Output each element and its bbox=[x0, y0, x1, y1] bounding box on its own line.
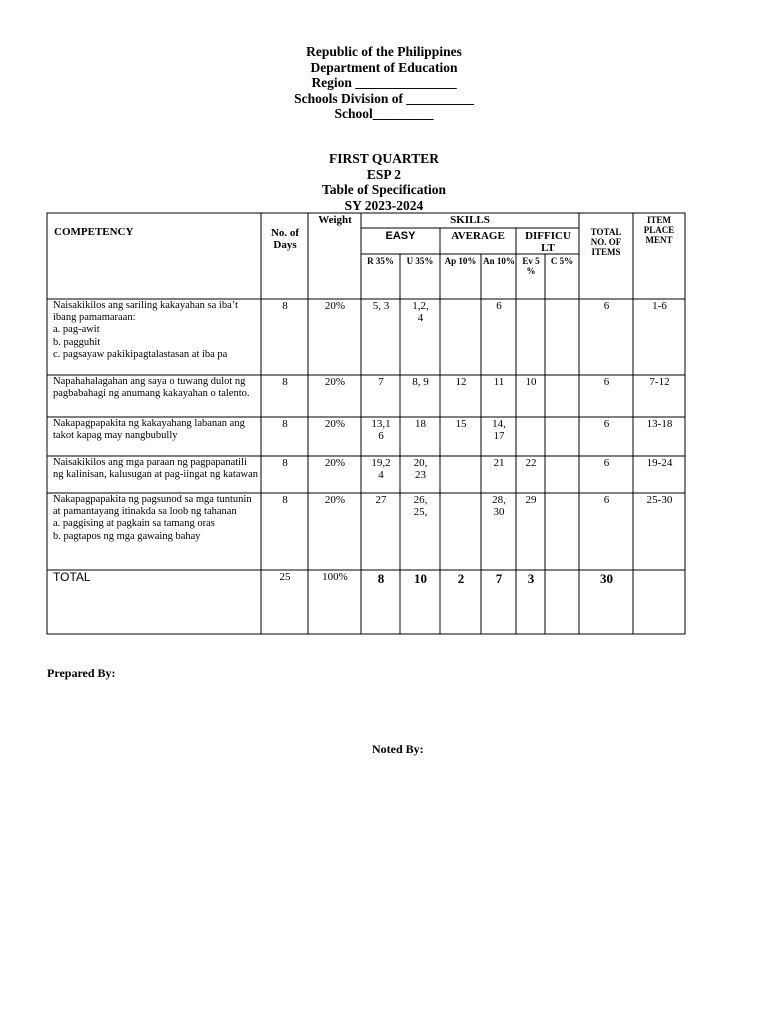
cell-days: 8 bbox=[282, 418, 288, 430]
cell-r: 5, 3 bbox=[372, 300, 390, 312]
cell-placement: 13-18 bbox=[646, 418, 673, 430]
cell-days: 8 bbox=[282, 376, 288, 388]
title-subject: ESP 2 bbox=[366, 166, 402, 182]
noted-by-label: Noted By: bbox=[372, 742, 424, 756]
cell-placement: 7-12 bbox=[649, 376, 670, 388]
total-cell-total: 30 bbox=[600, 571, 613, 586]
cell-ap: 15 bbox=[455, 418, 467, 430]
header-region: Region _______________ bbox=[311, 75, 457, 90]
cell-an: 11 bbox=[493, 376, 505, 388]
days-header: No. of Days bbox=[270, 227, 300, 251]
cell-competency: Napahahalagahan ang saya o tuwang dulot ng pagbabahagi ng anumang kakayahan o talento. bbox=[53, 376, 250, 400]
cell-ev: 22 bbox=[525, 457, 537, 469]
title-doc: Table of Specification bbox=[321, 182, 446, 197]
cell-u: 26, 25, bbox=[413, 494, 428, 518]
cell-u: 8, 9 bbox=[412, 376, 429, 388]
prepared-by-label: Prepared By: bbox=[47, 666, 116, 680]
difficult-header: DIFFICU LT bbox=[525, 230, 571, 254]
cell-days: 8 bbox=[282, 457, 288, 469]
cell-days: 8 bbox=[282, 300, 288, 312]
cell-competency: Nakapagpapakita ng pagsunod sa mga tuntunin at pamantayang itinakda sa loob ng tahanan a. paggising at pagkain sa tamang oras b. pagtapos ng mga gawaing bahay bbox=[53, 494, 252, 542]
cell-r: 13,1 6 bbox=[371, 418, 391, 442]
average-header: AVERAGE bbox=[451, 230, 505, 242]
cell-weight: 20% bbox=[324, 376, 346, 388]
competency-header: COMPETENCY bbox=[54, 226, 134, 238]
sub-header-u: U 35% bbox=[406, 256, 434, 266]
total-cell-label: TOTAL bbox=[53, 570, 91, 584]
cell-total: 6 bbox=[603, 457, 610, 469]
header-republic: Republic of the Philippines bbox=[306, 44, 462, 59]
cell-days: 8 bbox=[282, 494, 288, 506]
total-cell-weight: 100% bbox=[322, 571, 348, 583]
total-cell-r: 8 bbox=[377, 571, 385, 586]
cell-ap: 12 bbox=[455, 376, 467, 388]
sub-header-ap: Ap 10% bbox=[444, 256, 477, 266]
cell-total: 6 bbox=[603, 418, 610, 430]
sub-header-c: C 5% bbox=[550, 256, 574, 266]
header-department: Department of Education bbox=[310, 59, 458, 75]
sub-header-an: An 10% bbox=[483, 256, 515, 266]
total-cell-days: 25 bbox=[279, 571, 291, 583]
sub-header-r: R 35% bbox=[367, 256, 394, 266]
cell-r: 19,2 4 bbox=[371, 457, 391, 481]
cell-total: 6 bbox=[603, 300, 610, 312]
cell-total: 6 bbox=[603, 376, 610, 388]
cell-total: 6 bbox=[603, 494, 610, 506]
cell-r: 27 bbox=[375, 494, 387, 506]
skills-header: SKILLS bbox=[450, 214, 490, 226]
total-cell-u: 10 bbox=[414, 571, 427, 586]
cell-placement: 1-6 bbox=[652, 300, 667, 312]
title-school-year: SY 2023-2024 bbox=[344, 197, 424, 213]
header-division: Schools Division of __________ bbox=[294, 90, 474, 106]
sub-header-ev: Ev 5 % bbox=[522, 256, 540, 276]
cell-ev: 29 bbox=[525, 494, 537, 506]
cell-u: 20, 23 bbox=[413, 457, 428, 481]
cell-competency: Naisakikilos ang sariling kakayahan sa iba’t ibang pamamaraan: a. pag-awit b. pagguhit c. pagsayaw pakikipagtalastasan at iba pa bbox=[53, 300, 238, 360]
cell-weight: 20% bbox=[324, 457, 346, 469]
cell-weight: 20% bbox=[324, 418, 346, 430]
total-cell-an: 7 bbox=[495, 571, 503, 586]
easy-header: EASY bbox=[385, 230, 416, 242]
cell-u: 18 bbox=[415, 418, 426, 430]
cell-u: 1,2, 4 bbox=[412, 300, 429, 324]
cell-competency: Nakapagpapakita ng kakayahang labanan ang takot kapag may nangbubully bbox=[53, 418, 245, 442]
cell-placement: 19-24 bbox=[646, 457, 673, 469]
header-school: School_________ bbox=[334, 106, 434, 121]
cell-weight: 20% bbox=[324, 300, 346, 312]
title-quarter: FIRST QUARTER bbox=[329, 151, 439, 166]
cell-r: 7 bbox=[378, 376, 384, 388]
placement-header: ITEM PLACE MENT bbox=[643, 215, 675, 245]
cell-weight: 20% bbox=[324, 494, 346, 506]
cell-placement: 25-30 bbox=[646, 494, 673, 506]
total-cell-ev: 3 bbox=[527, 571, 535, 586]
cell-ev: 10 bbox=[525, 376, 537, 388]
total-items-header: TOTAL NO. OF ITEMS bbox=[590, 227, 622, 257]
total-cell-ap: 2 bbox=[457, 571, 465, 586]
cell-an: 6 bbox=[496, 300, 502, 312]
cell-an: 21 bbox=[493, 457, 505, 469]
cell-competency: Naisakikilos ang mga paraan ng pagpapanatili ng kalinisan, kalusugan at pag-iingat ng katawan bbox=[53, 457, 258, 481]
weight-header: Weight bbox=[318, 214, 352, 226]
cell-an: 28, 30 bbox=[492, 494, 506, 518]
cell-an: 14, 17 bbox=[492, 418, 506, 442]
